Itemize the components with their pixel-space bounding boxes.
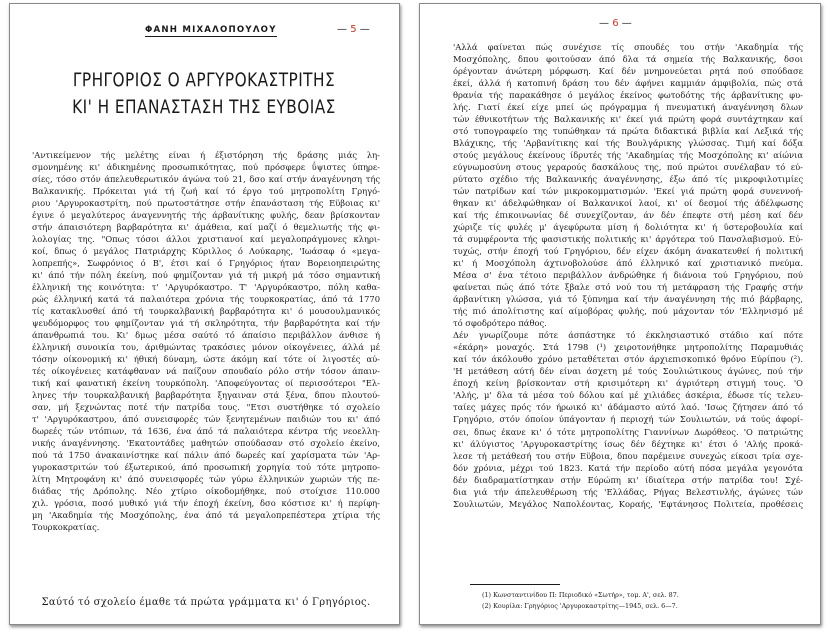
text-line: ψευδόμορφος του φημίζονταν γιά τή σκληρότητα, τήν βαρβαρότητα καί τήν bbox=[32, 318, 380, 329]
text-line: ρύτατο σχέδιο τής Βαλκανικής άναγέννησης, έξω άπό τίς μικροφιλοτιμίες bbox=[453, 174, 803, 185]
text-line: λίτη Μητροφάνη κι' άπό συνεισφορές τών γύρω έλληνικών χωριών τής πε- bbox=[32, 474, 380, 485]
text-line: 'Αλής, μ' δλα τά μέσα τού δόλου καί μέ χιλιάδες άσκέρια, έδωσε τίς τελευ- bbox=[453, 390, 803, 401]
text-line: 'Η μετάθεση αύτή δέν είναι άσχετη μέ τούς Σουλιώτικους άγώνες, πού τήν bbox=[453, 366, 803, 377]
text-line: 'Αντικείμενον τής μελέτης είναι ή έξιστόρηση τής δράσης μιάς λη- bbox=[32, 150, 380, 160]
text-line: νικής άναγέννησης. 'Εκατοντάδες μαθητών σπούδασαν στό σχολείο έκείνο, bbox=[32, 438, 380, 449]
text-line: σμονημένης κι' άδικημένης προσωπικότητας, πού πρόσφερε ΰψιστες ύπηρε- bbox=[32, 162, 380, 173]
text-line: πού τά 1750 άνακαινίστηκε καί πάλιν άπό δωρεές καί χαρίσματα τών 'Αρ- bbox=[32, 450, 380, 461]
text-line: τά συμφέροντα τής φασιστικής πολιτικής κι' άργότερα τού Πανσλαβισμού. Εύ- bbox=[453, 234, 803, 245]
text-line: Δέν γνωρίζουμε πότε άσπάστηκε τό έκκλησιαστικό στάδιο καί πότε bbox=[453, 330, 803, 341]
text-line: μη 'Ακαδημία τής Μοσχόπολης, ένα άπό τά μεγαλοπρεπέστερα χτίρια τής bbox=[32, 510, 380, 521]
chapter-title-line1: ΓΡΗΓΟΡΙΟΣ Ο ΑΡΓΥΡΟΚΑΣΤΡΙΤΗΣ bbox=[72, 70, 336, 91]
text-line: 'Αλλά φαίνεται πώς συνέχισε τίς σπουδές του στήν 'Ακαδημία τής bbox=[453, 42, 803, 52]
text-line: τ' 'Αργυρόκαστρου, άπό συνεισφορές τών ξενητεμένων παιδιών του κι' άπό bbox=[32, 414, 380, 425]
text-line: έλληνική συνοικία του, άριθμώντας τρακόσιες μόνον οίκογένειες, άλλά μέ bbox=[32, 342, 380, 353]
footnote-2: (2) Κουρίλα: Γρηγόριος 'Αργυροκαστρίτης—1945, σελ. 6—7. bbox=[482, 602, 678, 610]
text-line: Γρηγόριο, στόν όποίον ύπάγονταν ή περιοχή τών Σουλιωτών, νά τούς άφορί- bbox=[453, 414, 803, 425]
text-line: «έκάρη» μοναχός. Στά 1798 (¹) χειροτονήθηκε μητροπολίτης Παραμυθιάς bbox=[453, 342, 803, 353]
page-number-left-value: 5 bbox=[350, 24, 357, 35]
right-body-text bbox=[453, 41, 803, 510]
closing-line: Σαύτό τό σχολείο έμαθε τά πρώτα γράμματα κι' ό Γρηγόριος. bbox=[41, 597, 371, 608]
text-line: σει, δπως έκανε κι' ό τότε μητροπολίτης Γιαννίνων Δωρόθεος. 'Ο πατριώτης bbox=[453, 426, 803, 437]
text-line: στήν άπαισιότερη βαρβαρότητα κι' άμάθεια, καί μαζί ό θεμελιωτής τής φι- bbox=[32, 222, 380, 233]
text-line: λολογίας της. "Οπως τόσοι άλλοι χριστιανοί καί μεγαλοπράγμονες κληρι- bbox=[32, 234, 380, 245]
text-line: ριου 'Αργυροκαστρίτη, πού πρωτοστάτησε στήν έπανάσταση τής Εϋβοιας κι' bbox=[32, 198, 380, 209]
text-line: Βλάχικης, τής 'Αρβανίτικης καί τής Βουλγάρικης γλώσσας. Τιμή καί δόξα bbox=[453, 138, 803, 149]
text-line: χώριζε τίς φυλές μ' άγεφύρωτα μίση ή δολιότητα κι' ή ϋστεροβουλία καί bbox=[453, 222, 803, 233]
text-line: κι' άλύγιστος 'Αργυροκαστρίτης ίσως δέν δέχτηκε κι' έτσι ό 'Αλής προκά- bbox=[453, 438, 803, 449]
text-line: τών έθνικοτήτων τής Βαλκανικής κι' έκεί γιά πρώτη φορά συντάχτηκαν καί bbox=[453, 114, 803, 125]
text-line: τές οίκογένειες κατάφθαναν νά παίζουν σπουδαίο ρόλο στήν τόσον άπαιν- bbox=[32, 366, 380, 377]
text-line: καί τόν άκόλουθο χρόνο μεταθέτεται στόν άρχιεπισκοπικό θρόνο Εύρίπου (²). bbox=[453, 354, 803, 365]
text-line: Σουλιωτών, Μεγάλος Ναπολέοντας, Κοραής, 'Εφτάνησος Πολιτεία, προθέσεις bbox=[453, 498, 803, 509]
text-line: έποχή κείνη βρίσκονταν στή κρισιμότερη κι' άγριότερη στιγμή τους. 'Ο bbox=[453, 378, 803, 389]
text-line: εύγνωμοσύνη στους γεραρούς δασκάλους της, πού πρώτοι συνέλαβαν τό εύ- bbox=[453, 162, 803, 173]
footnote-1: (1) Κωνσταντινίδου Π: Περιοδικό «Σωτήρ», τομ. Α', σελ. 87. bbox=[482, 591, 679, 599]
text-line: τίς κατακλυσθεί άπό τή τουρκαλβανική βαρβαρότητα κι' ό μουσουλμανικός bbox=[32, 306, 380, 317]
text-line: τική καί φανατική έκείνη τουρκόπολη. 'Αποφεύγοντας οί περισσότεροι "Ελ- bbox=[32, 378, 380, 389]
chapter-title-line2: ΚΙ' Η ΕΠΑΝΑΣΤΑΣΗ ΤΗΣ ΕΥΒΟΙΑΣ bbox=[72, 97, 336, 118]
right-page bbox=[419, 3, 821, 625]
text-line: Βαλκανικής. Πρόκειται γιά τή ζωή καί τό έργο τού μητροπολίτη Γρηγό- bbox=[32, 186, 380, 197]
text-line: άπανθρωπιά του. Κι' δμως μέσα σαύτό τό άπαίσιο περιβάλλον άνθισε ή bbox=[32, 330, 380, 341]
text-line: φαίνεται πώς άπό τότε ξβαλε στό νού του τή μετάφραση τής Γραφής στήν bbox=[453, 282, 803, 293]
text-line: κι' ή Μοσχόπολη άχτινοβολούσε άπό έλληνικό καί χριστιανικό πνεύμα. bbox=[453, 258, 803, 269]
text-line: ταίες μάχες πρός τόν ήρωικό κι' άδάμαστο αύτό λαό. 'Ισως ζήτησεν άπό τό bbox=[453, 402, 803, 413]
footnote-rule bbox=[470, 584, 560, 585]
text-line: τυχώς, στήν έποχή τού Γρηγόριου, δέν είχεν άκόμη άνακατευθεί ή πολιτική bbox=[453, 246, 803, 257]
text-line: χιλ. γρόσια, ποσό μυθικό γιά τήν έποχή έκείνη, δσο κόστισε κι' ή περίφη- bbox=[32, 498, 380, 509]
text-line: θρανία τής παρακάθησε ό μεγάλος έκείνος φωτοδότης τής άρβανίτικης φυ- bbox=[453, 90, 803, 101]
text-line: δέν διαδραματίστηκαν στήν Εύρώπη κι' ίδιαίτερα στήν πατρίδα του! Σχέ- bbox=[453, 474, 803, 485]
text-line: λής. Γιατί έκεί είχε μπεί ώς πρόγραμμα ή πνευματική άναγέννηση δλων bbox=[453, 102, 803, 113]
text-line: έγινε ό μεγαλύτερος άναγεννητής τής άρβανίτικης φυλής, δεαν βρίσκονταν bbox=[32, 210, 380, 221]
page-number-right: — 6 — bbox=[599, 18, 632, 29]
text-line: τό σφοδρότερο πάθος. bbox=[453, 318, 547, 329]
running-head-author: ΦΑΝΗ ΜΙΧΑΛΟΠΟΥΛΟΥ bbox=[145, 25, 277, 35]
text-line: ρώς έλληνική κατά τά παλαιότερα χρόνια τής τουρκοκρατίας, άπό τά 1770 bbox=[32, 294, 380, 305]
page-number-right-value: 6 bbox=[612, 18, 619, 29]
text-line: Τουρκοκρατίας. bbox=[32, 522, 100, 533]
text-line: διάδας τής Δρόπολης. Νέο χτίριο οίκοδομήθηκε, πού στοίχισε 110.000 bbox=[32, 486, 380, 497]
text-line: σαν, μή ξεχνώντας ποτέ τήν πατρίδα τους. "Ετσι συστήθηκε τό σχολείο bbox=[32, 402, 380, 413]
text-line: δόν χρόνια, μέχρι τού 1823. Κατά τήν περίοδο αύτή πόσα μεγάλα γεγονότα bbox=[453, 462, 803, 473]
text-line: θηκαν κι' άδελφώθηκαν οί Βαλκανικοί λαοί, κι' οί δεσμοί τής άδέλφωσης bbox=[453, 198, 803, 209]
left-body-text bbox=[32, 149, 380, 534]
text-line: γυροκαστριτών τού έξωτερικού, άπό προσωπική χορηγία τού τότε μητροπο- bbox=[32, 462, 380, 473]
text-line: τής πιό άπολίτιστης καί αίμοβόρας φυλής, πού μάχονταν τόν 'Ελληνισμό μέ bbox=[453, 306, 803, 317]
page-number-left: — 5 — bbox=[337, 24, 370, 35]
text-line: καί τής έπικοινωνίας δέ συνεχίζονταν, άν δέν έπεφτε στή μέση καί δέν bbox=[453, 210, 803, 221]
text-line: στό τυπογραφείο της τυπώθηκαν τά πρώτα διδακτικά βιβλία καί Λεξικά τής bbox=[453, 126, 803, 137]
text-line: δωρεές τών ντόπιων, τά 1636, ένα άπό τά παλαιότερα κέντρα τής νεοελλη- bbox=[32, 426, 380, 437]
text-line: Μοσχόπολης, δπου φοιτούσαν άπό δλα τά σημεία τής Βαλκανικής, δσοι bbox=[453, 54, 803, 65]
text-line: δια γιά τήν άπελευθέρωση τής 'Ελλάδας, Ρήγας Βελεστινλής, άγώνες τών bbox=[453, 486, 803, 497]
text-line: όρέγονταν άνώτερη μόρφωση. Καί δέν μνημονεύεται ρητά πού σπούδασε bbox=[453, 66, 803, 77]
text-line: κοί, δπως ό μεγάλος Πατριάρχης Κύριλλος ό Λούκαρης, 'Ιωάσαφ ό «μεγα- bbox=[32, 246, 380, 257]
text-line: ληνες τήν τουρκαλβανική βαρβαρότητα ξηγαιναν στά ξένα, δπου πλουτού- bbox=[32, 390, 380, 401]
text-line: λοπρεπής», Σωφρόνιος ό Β', έτσι καί ό Γρηγόριος ήταν Βορειοηπειρώτης bbox=[32, 258, 380, 269]
text-line: άρβανίτικη γλώσσα, γιά τό ξύπνημα καί τήν άναγέννηση τής πιό βάρβαρης, bbox=[453, 294, 803, 305]
left-page bbox=[9, 3, 400, 625]
text-line: έλληνική της κοινότητα: τ' 'Αργυρόκαστρο. Τ' 'Αργυρόκαστρο, πόλη καθα- bbox=[32, 282, 380, 293]
text-line: σίες, τόσο στόν άπελευθερωτικόν άγώνα τού 21, δσο καί στήν άναγέννηση τής bbox=[32, 174, 380, 185]
text-line: τών πατρίδων καί τών μικροκομματισμών. 'Εκεί γιά πρώτη φορά συνεννοή- bbox=[453, 186, 803, 197]
text-line: στούς μεγάλους έκείνους ίδρυτές τής 'Ακαδημίας τής Μοσχόπολης κι' αίώνια bbox=[453, 150, 803, 161]
text-line: έκεί, άλλά ή κατοπινή δράση του δέν άφήνει καμμιάν άμφιβολία, πώς στά bbox=[453, 78, 803, 89]
text-line: κι' άπό τήν πόλη έκείνη, πού φημίζονταν γιά τή μικρή μά τόσο σημαντική bbox=[32, 270, 380, 281]
text-line: Μέσα σ' ένα τέτοιο περιβάλλον άνδρώθηκε ή διάνοια τού Γρηγόριου, πού bbox=[453, 270, 803, 281]
text-line: λεσε τή μετάθεσή του στήν Εϋβοια, δπου παρέμεινε συνεχώς είκοσι τρία σχε- bbox=[453, 450, 803, 461]
text-line: τόσην οίκονομική κι' ήθική δύναμη, ώστε άκόμη καί τότε οί λιγοστές αύ- bbox=[32, 354, 380, 365]
